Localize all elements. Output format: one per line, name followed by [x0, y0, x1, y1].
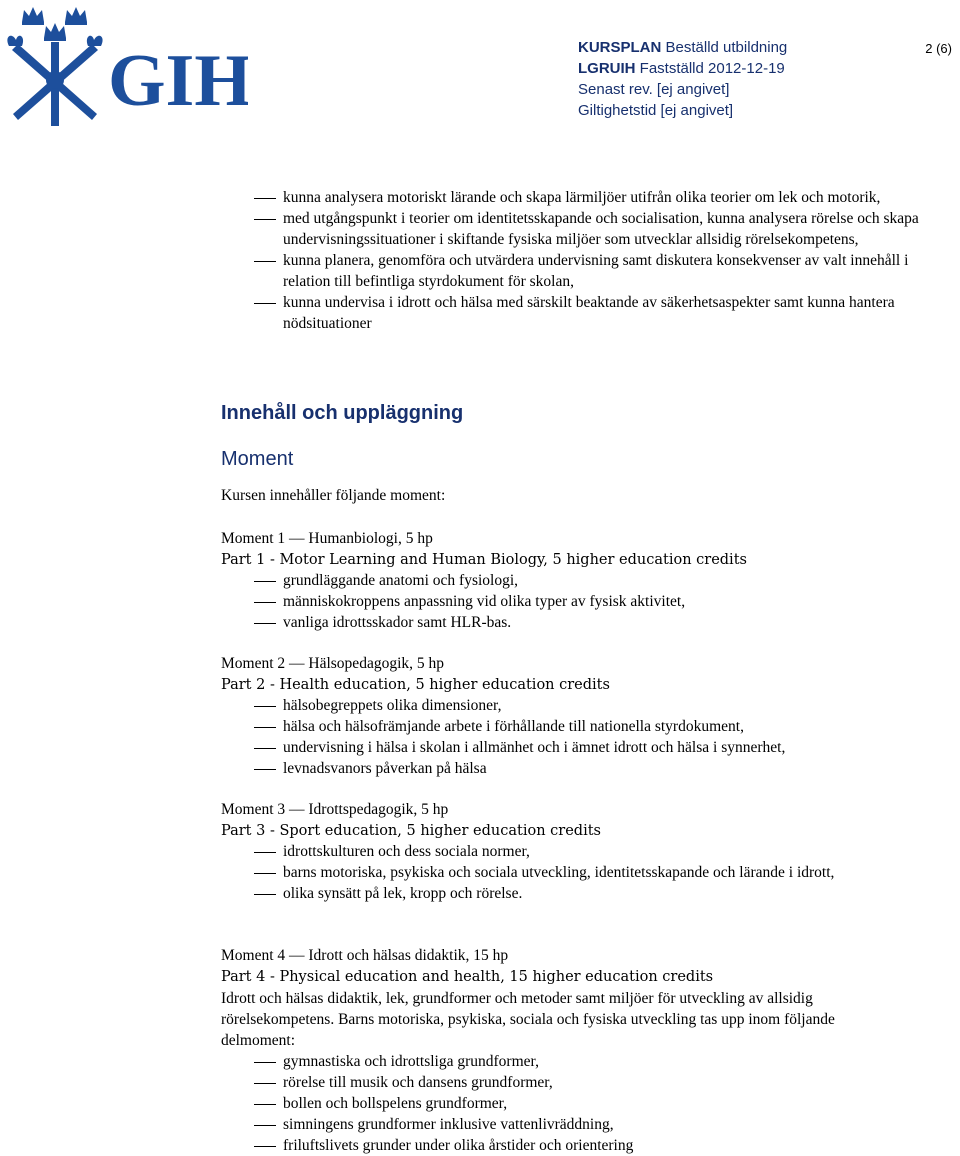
- crown-icon: [44, 23, 66, 41]
- module-1-list: [221, 570, 921, 633]
- lgruih-row: [578, 58, 787, 79]
- module-3-list: [221, 841, 921, 904]
- list-item: kunna undervisa i idrott och hälsa med särskilt beaktande av säkerhetsaspekter samt kunna hantera nödsituationer: [221, 292, 921, 334]
- intro-text: Kursen innehåller följande moment:: [221, 487, 446, 504]
- module-4-description: Idrott och hälsas didaktik, lek, grundformer och metoder samt miljöer för utveckling av allsidig rörelsekompetens. Barns motoriska, psykiska, sociala och fysiska utveckling tas upp inom följande delmoment:: [221, 990, 835, 1049]
- list-item: kunna analysera motoriskt lärande och skapa lärmiljöer utifrån olika teorier om lek och motorik,: [221, 187, 921, 208]
- module-2-list: [221, 695, 921, 779]
- list-item: grundläggande anatomi och fysiologi,: [221, 570, 921, 591]
- document-info: [578, 37, 787, 121]
- page-number: 2 (6): [925, 41, 952, 56]
- list-item: idrottskulturen och dess sociala normer,: [221, 841, 921, 862]
- module-3-title: Moment 3 — Idrottspedagogik, 5 hp: [221, 801, 449, 818]
- list-item: rörelse till musik och dansens grundformer,: [221, 1072, 921, 1093]
- lgruih-value: Fastställd 2012-12-19: [639, 60, 785, 77]
- lgruih-label: LGRUIH: [578, 60, 636, 77]
- list-item: barns motoriska, psykiska och sociala utveckling, identitetsskapande och lärande i idrott,: [221, 862, 953, 883]
- list-item: hälsobegreppets olika dimensioner,: [221, 695, 921, 716]
- module-4-part: Part 4 - Physical education and health, 15 higher education credits: [221, 969, 714, 985]
- section-title: Innehåll och uppläggning: [221, 402, 464, 424]
- list-item: levnadsvanors påverkan på hälsa: [221, 758, 921, 779]
- list-item: friluftslivets grunder under olika årstider och orientering: [221, 1135, 921, 1156]
- module-2-part: Part 2 - Health education, 5 higher education credits: [221, 677, 610, 693]
- list-item: simningens grundformer inklusive vattenlivräddning,: [221, 1114, 921, 1135]
- module-4-list: [221, 1051, 921, 1156]
- kursplan-label: KURSPLAN: [578, 39, 662, 56]
- crown-icon: [22, 7, 44, 25]
- list-item: kunna planera, genomföra och utvärdera undervisning samt diskutera konsekvenser av valt innehåll i relation till befintliga styrdokument för skolan,: [221, 250, 921, 292]
- kursplan-row: [578, 37, 787, 58]
- list-item: olika synsätt på lek, kropp och rörelse.: [221, 883, 921, 904]
- module-1-part: Part 1 - Motor Learning and Human Biology, 5 higher education credits: [221, 552, 747, 568]
- giltighetstid: Giltighetstid [ej angivet]: [578, 102, 734, 119]
- module-4-title: Moment 4 — Idrott och hälsas didaktik, 15 hp: [221, 947, 509, 964]
- gih-logo: [4, 2, 248, 130]
- list-item: bollen och bollspelens grundformer,: [221, 1093, 921, 1114]
- kursplan-value: Beställd utbildning: [665, 39, 788, 56]
- senast-rev: Senast rev. [ej angivet]: [578, 81, 730, 98]
- list-item: undervisning i hälsa i skolan i allmänhet och i ämnet idrott och hälsa i synnerhet,: [221, 737, 921, 758]
- list-item: vanliga idrottsskador samt HLR-bas.: [221, 612, 921, 633]
- goals-list: [221, 187, 921, 334]
- list-item: gymnastiska och idrottsliga grundformer,: [221, 1051, 921, 1072]
- list-item: människokroppens anpassning vid olika typer av fysisk aktivitet,: [221, 591, 921, 612]
- crown-icon: [65, 7, 87, 25]
- list-item: hälsa och hälsofrämjande arbete i förhållande till nationella styrdokument,: [221, 716, 921, 737]
- module-1-title: Moment 1 — Humanbiologi, 5 hp: [221, 530, 433, 547]
- list-item: med utgångspunkt i teorier om identitetsskapande och socialisation, kunna analysera rörelse och skapa undervisningssituationer i skiftande fysiska miljöer som utvecklar allsidig rörelsekompetens,: [221, 208, 921, 250]
- subsection-title: Moment: [221, 448, 294, 470]
- logo-text: GIH: [108, 40, 248, 122]
- module-3-part: Part 3 - Sport education, 5 higher education credits: [221, 823, 601, 839]
- module-2-title: Moment 2 — Hälsopedagogik, 5 hp: [221, 655, 445, 672]
